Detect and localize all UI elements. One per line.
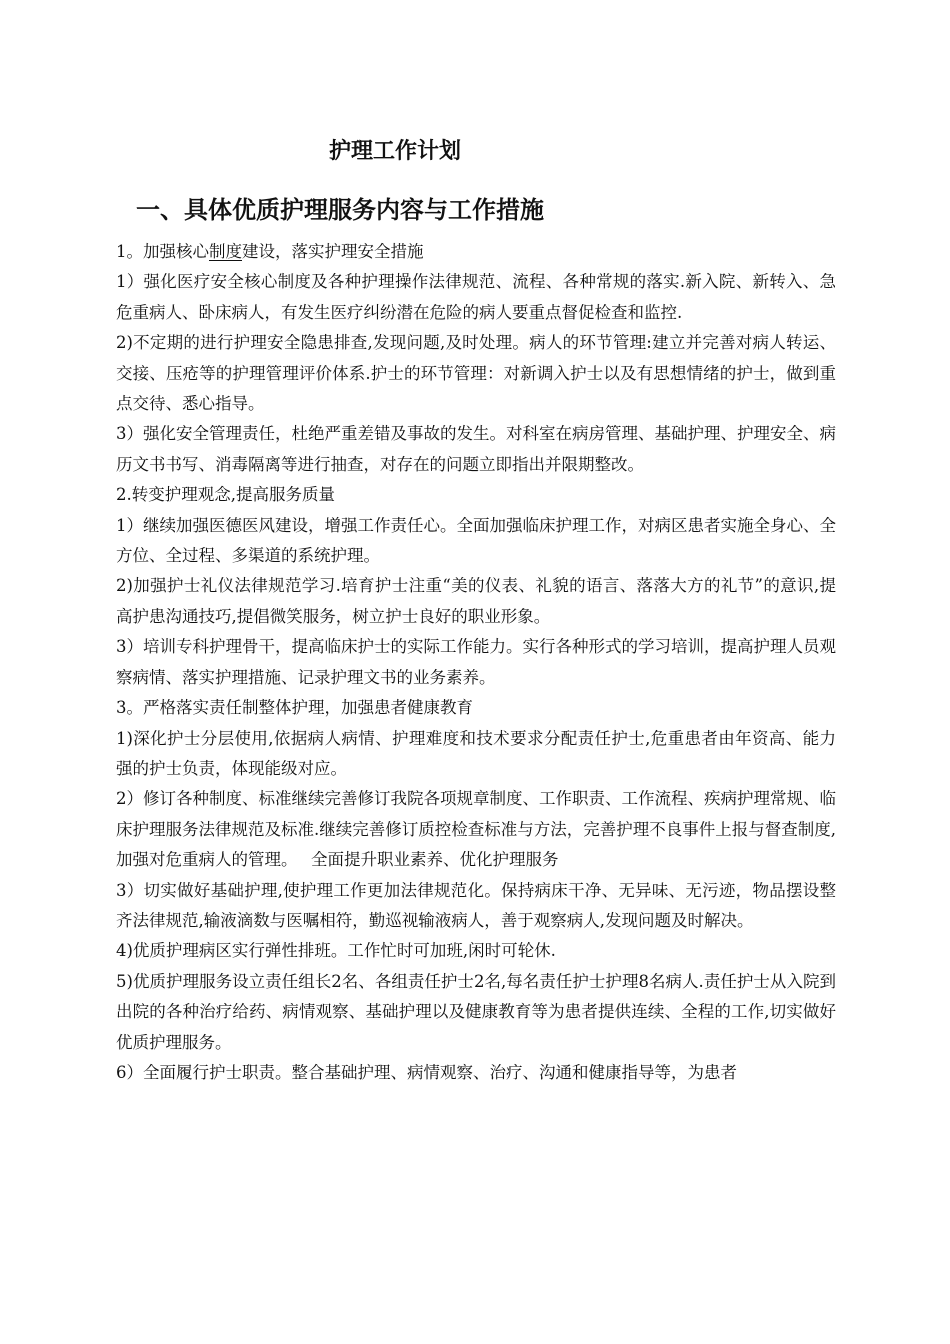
paragraph: 1）继续加强医德医风建设，增强工作责任心。全面加强临床护理工作，对病区患者实施全身心、全方位、全过程、多渠道的系统护理。 <box>116 515 836 566</box>
underlined-term: 制度 <box>209 242 242 261</box>
paragraph: 4)优质护理病区实行弹性排班。工作忙时可加班,闲时可轮休. <box>116 941 556 961</box>
paragraph: 3。严格落实责任制整体护理，加强患者健康教育 <box>116 698 473 718</box>
paragraph: 6）全面履行护士职责。整合基础护理、病情观察、治疗、沟通和健康指导等，为患者 <box>116 1062 737 1082</box>
document-body <box>116 237 836 1088</box>
paragraph: 2）修订各种制度、标准继续完善修订我院各项规章制度、工作职责、工作流程、疾病护理常规、临床护理服务法律规范及标准.继续完善修订质控检查标准与方法，完善护理不良事件上报与督查制度,加强对危重病人的管理。 全面提升职业素养、优化护理服务 <box>116 789 836 870</box>
paragraph: 3）培训专科护理骨干，提高临床护士的实际工作能力。实行各种形式的学习培训，提高护理人员观察病情、落实护理措施、记录护理文书的业务素养。 <box>116 637 836 687</box>
paragraph-text: 建设，落实护理安全措施 <box>242 242 424 261</box>
paragraph: 2)不定期的进行护理安全隐患排查,发现问题,及时处理。病人的环节管理:建立并完善对病人转运、交接、压疮等的护理管理评价体系.护士的环节管理：对新调入护士以及有思想情绪的护士，做到重点交待、悉心指导。 <box>116 333 836 414</box>
paragraph: 3）强化安全管理责任，杜绝严重差错及事故的发生。对科室在病房管理、基础护理、护理安全、病历文书书写、消毒隔离等进行抽查，对存在的问题立即指出并限期整改。 <box>116 424 836 474</box>
paragraph: 1)深化护士分层使用,依据病人病情、护理难度和技术要求分配责任护士,危重患者由年资高、能力强的护士负责，体现能级对应。 <box>116 728 836 778</box>
paragraph: 3）切实做好基础护理,使护理工作更加法律规范化。保持病床干净、无异味、无污迹，物品摆设整齐法律规范,输液滴数与医嘱相符，勤巡视输液病人，善于观察病人,发现问题及时解决。 <box>116 880 836 930</box>
paragraph: 5)优质护理服务设立责任组长2名、各组责任护士2名,每名责任护士护理8名病人.责任护士从入院到出院的各种治疗给药、病情观察、基础护理以及健康教育等为患者提供连续、全程的工作,切实做好优质护理服务。 <box>116 971 836 1052</box>
section-heading: 一、具体优质护理服务内容与工作措施 <box>136 196 544 224</box>
paragraph <box>116 237 836 267</box>
paragraph: 2)加强护士礼仪法律规范学习.培育护士注重“美的仪表、礼貌的语言、落落大方的礼节”的意识,提高护患沟通技巧,提倡微笑服务，树立护士良好的职业形象。 <box>116 576 836 626</box>
paragraph: 1）强化医疗安全核心制度及各种护理操作法律规范、流程、各种常规的落实.新入院、新转入、急危重病人、卧床病人，有发生医疗纠纷潜在危险的病人要重点督促检查和监控. <box>116 272 836 322</box>
paragraph: 2.转变护理观念,提高服务质量 <box>116 485 335 505</box>
document-title: 护理工作计划 <box>328 139 461 164</box>
paragraph-text: 1。加强核心 <box>116 242 209 261</box>
